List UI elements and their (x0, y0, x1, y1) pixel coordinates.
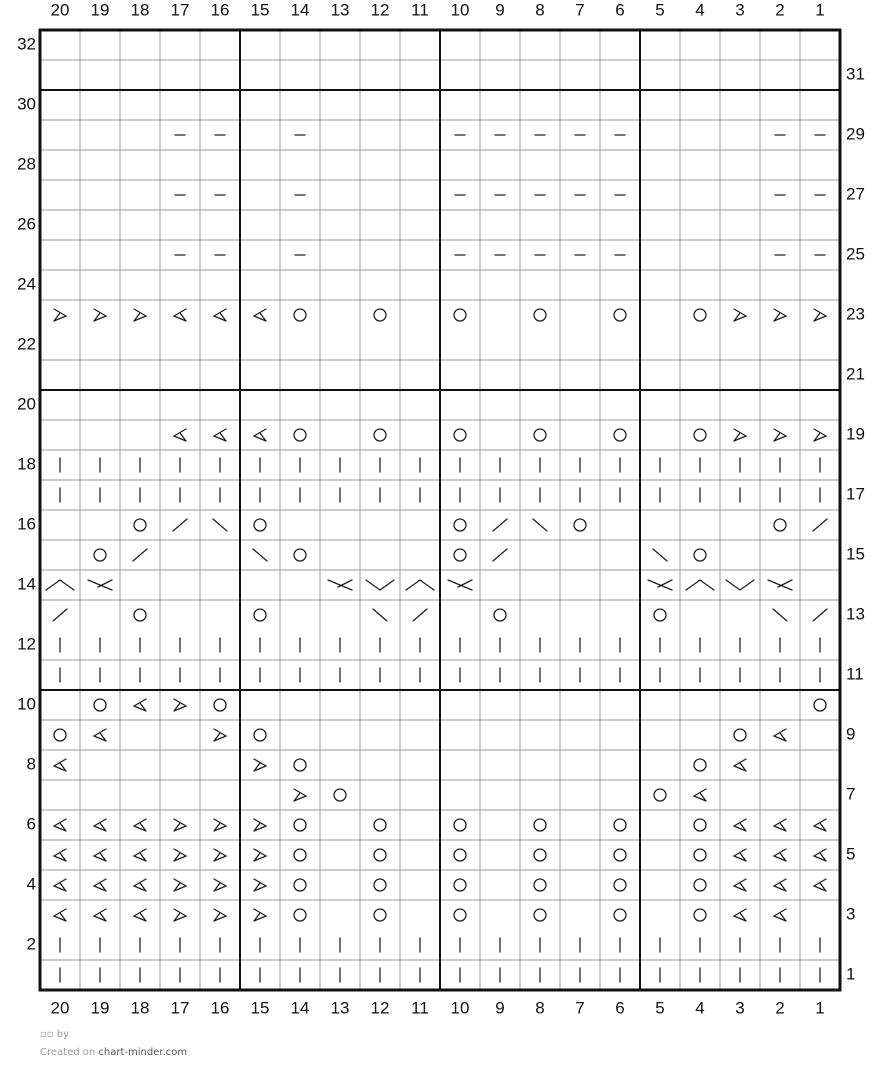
ssk-symbol (94, 309, 106, 321)
row-number-left: 8 (26, 754, 36, 774)
v-symbol (366, 580, 394, 590)
k2tog-symbol (94, 729, 106, 741)
k2tog-symbol (254, 429, 266, 441)
k2tog-symbol (134, 909, 146, 921)
slash-symbol (813, 609, 827, 621)
yarn-over-symbol (214, 699, 226, 711)
ssk-symbol (54, 309, 66, 321)
yarn-over-symbol (734, 729, 746, 741)
yarn-over-symbol (614, 849, 626, 861)
yarn-over-symbol (694, 549, 706, 561)
ssk-symbol (254, 819, 266, 831)
chart-gridlines (40, 30, 840, 990)
footer-author (40, 1029, 69, 1040)
yarn-over-symbol (614, 429, 626, 441)
yarn-over-symbol (294, 909, 306, 921)
ssk-symbol (734, 309, 746, 321)
yarn-over-symbol (454, 909, 466, 921)
row-number-left: 2 (26, 934, 36, 954)
column-number-bottom: 20 (50, 998, 70, 1018)
cross-left-symbol (328, 580, 352, 590)
yarn-over-symbol (694, 909, 706, 921)
row-number-right: 29 (846, 124, 865, 144)
k2tog-symbol (214, 309, 226, 321)
column-number-top: 3 (735, 0, 745, 20)
chart-symbols (46, 135, 827, 982)
column-number-bottom: 19 (90, 998, 110, 1018)
row-number-left: 24 (17, 274, 36, 294)
column-number-bottom: 12 (370, 998, 390, 1018)
yarn-over-symbol (534, 309, 546, 321)
v-symbol (726, 580, 754, 590)
k2tog-symbol (174, 429, 186, 441)
cross-left-symbol (648, 580, 672, 590)
column-number-bottom: 16 (210, 998, 230, 1018)
row-number-right: 9 (846, 724, 856, 744)
inverted-v-symbol (686, 580, 714, 590)
backslash-symbol (253, 549, 267, 561)
column-number-bottom: 5 (655, 998, 665, 1018)
k2tog-symbol (734, 879, 746, 891)
column-number-bottom: 11 (411, 998, 429, 1018)
k2tog-symbol (94, 879, 106, 891)
row-number-right: 15 (846, 544, 865, 564)
column-number-bottom: 1 (815, 998, 825, 1018)
row-number-left: 30 (17, 94, 36, 114)
row-number-right: 27 (846, 184, 865, 204)
ssk-symbol (214, 819, 226, 831)
slash-symbol (493, 549, 507, 561)
yarn-over-symbol (454, 309, 466, 321)
k2tog-symbol (214, 429, 226, 441)
column-number-top: 4 (695, 0, 705, 20)
column-number-top: 18 (130, 0, 150, 20)
column-number-bottom: 3 (735, 998, 745, 1018)
column-number-top: 2 (775, 0, 785, 20)
ssk-symbol (174, 699, 186, 711)
k2tog-symbol (694, 789, 706, 801)
yarn-over-symbol (694, 819, 706, 831)
k2tog-symbol (814, 849, 826, 861)
k2tog-symbol (54, 879, 66, 891)
footer-site-link[interactable]: chart-minder.com (98, 1047, 188, 1058)
k2tog-symbol (254, 309, 266, 321)
column-number-bottom: 14 (290, 998, 310, 1018)
k2tog-symbol (774, 819, 786, 831)
row-number-right: 5 (846, 844, 856, 864)
k2tog-symbol (774, 849, 786, 861)
column-number-top: 20 (50, 0, 70, 20)
cross-left-symbol (768, 580, 792, 590)
row-number-left: 28 (17, 154, 36, 174)
yarn-over-symbol (294, 309, 306, 321)
k2tog-symbol (54, 909, 66, 921)
yarn-over-symbol (534, 909, 546, 921)
slash-symbol (53, 609, 67, 621)
column-number-top: 14 (290, 0, 310, 20)
k2tog-symbol (734, 819, 746, 831)
yarn-over-symbol (574, 519, 586, 531)
column-number-top: 11 (411, 0, 429, 20)
backslash-symbol (653, 549, 667, 561)
column-number-top: 12 (370, 0, 390, 20)
k2tog-symbol (134, 879, 146, 891)
column-number-top: 16 (210, 0, 230, 20)
yarn-over-symbol (454, 819, 466, 831)
yarn-over-symbol (374, 879, 386, 891)
ssk-symbol (254, 879, 266, 891)
column-number-bottom: 7 (575, 998, 585, 1018)
backslash-symbol (373, 609, 387, 621)
k2tog-symbol (134, 819, 146, 831)
k2tog-symbol (734, 849, 746, 861)
yarn-over-symbol (54, 729, 66, 741)
ssk-symbol (774, 309, 786, 321)
slash-symbol (173, 519, 187, 531)
row-number-right: 7 (846, 784, 856, 804)
row-number-right: 25 (846, 244, 865, 264)
row-number-left: 14 (17, 574, 36, 594)
yarn-over-symbol (494, 609, 506, 621)
row-number-left: 32 (17, 34, 36, 54)
row-number-left: 6 (26, 814, 36, 834)
footer-created (40, 1047, 187, 1058)
ssk-symbol (254, 849, 266, 861)
column-number-top: 8 (535, 0, 545, 20)
k2tog-symbol (734, 759, 746, 771)
yarn-over-symbol (774, 519, 786, 531)
yarn-over-symbol (534, 819, 546, 831)
row-number-left: 12 (17, 634, 36, 654)
k2tog-symbol (734, 909, 746, 921)
inverted-v-symbol (46, 580, 74, 590)
yarn-over-symbol (294, 759, 306, 771)
ssk-symbol (174, 849, 186, 861)
k2tog-symbol (814, 879, 826, 891)
yarn-over-symbol (454, 879, 466, 891)
column-number-top: 6 (615, 0, 625, 20)
cross-left-symbol (448, 580, 472, 590)
yarn-over-symbol (134, 609, 146, 621)
slash-symbol (813, 519, 827, 531)
yarn-over-symbol (694, 759, 706, 771)
row-number-right: 31 (846, 64, 865, 84)
yarn-over-symbol (374, 429, 386, 441)
yarn-over-symbol (454, 519, 466, 531)
yarn-over-symbol (454, 849, 466, 861)
column-number-top: 17 (170, 0, 190, 20)
ssk-symbol (774, 429, 786, 441)
row-number-right: 1 (846, 964, 856, 984)
yarn-over-symbol (614, 309, 626, 321)
column-number-bottom: 2 (775, 998, 785, 1018)
slash-symbol (413, 609, 427, 621)
column-number-bottom: 4 (695, 998, 705, 1018)
yarn-over-symbol (294, 549, 306, 561)
column-number-top: 1 (815, 0, 825, 20)
ssk-symbol (734, 429, 746, 441)
yarn-over-symbol (334, 789, 346, 801)
column-number-bottom: 17 (170, 998, 190, 1018)
ssk-symbol (174, 879, 186, 891)
yarn-over-symbol (454, 549, 466, 561)
column-number-bottom: 8 (535, 998, 545, 1018)
yarn-over-symbol (294, 849, 306, 861)
yarn-over-symbol (374, 909, 386, 921)
k2tog-symbol (134, 699, 146, 711)
backslash-symbol (773, 609, 787, 621)
ssk-symbol (214, 729, 226, 741)
row-number-right: 3 (846, 904, 856, 924)
k2tog-symbol (174, 309, 186, 321)
row-number-right: 13 (846, 604, 865, 624)
ssk-symbol (214, 879, 226, 891)
cross-left-symbol (88, 580, 112, 590)
k2tog-symbol (134, 849, 146, 861)
slash-symbol (133, 549, 147, 561)
yarn-over-symbol (694, 309, 706, 321)
row-number-left: 16 (17, 514, 36, 534)
row-number-left: 20 (17, 394, 36, 414)
ssk-symbol (214, 909, 226, 921)
row-number-left: 26 (17, 214, 36, 234)
column-number-bottom: 9 (495, 998, 505, 1018)
footer-created-text: Created on (40, 1047, 96, 1058)
column-number-top: 10 (450, 0, 470, 20)
row-number-right: 17 (846, 484, 865, 504)
yarn-over-symbol (614, 879, 626, 891)
k2tog-symbol (54, 819, 66, 831)
column-number-bottom: 18 (130, 998, 150, 1018)
k2tog-symbol (774, 909, 786, 921)
column-number-bottom: 15 (250, 998, 270, 1018)
yarn-over-symbol (374, 819, 386, 831)
backslash-symbol (533, 519, 547, 531)
yarn-over-symbol (94, 549, 106, 561)
ssk-symbol (294, 789, 306, 801)
column-number-bottom: 13 (330, 998, 350, 1018)
k2tog-symbol (814, 819, 826, 831)
yarn-over-symbol (294, 879, 306, 891)
yarn-over-symbol (134, 519, 146, 531)
row-number-left: 22 (17, 334, 36, 354)
ssk-symbol (814, 429, 826, 441)
yarn-over-symbol (374, 849, 386, 861)
yarn-over-symbol (454, 429, 466, 441)
footer-by-text: ▫▫ by (40, 1029, 69, 1040)
column-number-top: 13 (330, 0, 350, 20)
yarn-over-symbol (654, 789, 666, 801)
row-number-left: 10 (17, 694, 36, 714)
yarn-over-symbol (614, 819, 626, 831)
column-number-top: 5 (655, 0, 665, 20)
yarn-over-symbol (534, 429, 546, 441)
column-number-bottom: 10 (450, 998, 470, 1018)
row-number-right: 23 (846, 304, 865, 324)
column-number-top: 15 (250, 0, 270, 20)
inverted-v-symbol (406, 580, 434, 590)
k2tog-symbol (774, 879, 786, 891)
ssk-symbol (134, 309, 146, 321)
column-number-top: 19 (90, 0, 110, 20)
yarn-over-symbol (534, 849, 546, 861)
ssk-symbol (174, 909, 186, 921)
row-number-right: 21 (846, 364, 865, 384)
yarn-over-symbol (294, 429, 306, 441)
column-number-bottom: 6 (615, 998, 625, 1018)
k2tog-symbol (54, 849, 66, 861)
yarn-over-symbol (254, 729, 266, 741)
column-number-top: 7 (575, 0, 585, 20)
yarn-over-symbol (694, 879, 706, 891)
yarn-over-symbol (254, 519, 266, 531)
slash-symbol (493, 519, 507, 531)
ssk-symbol (254, 909, 266, 921)
yarn-over-symbol (654, 609, 666, 621)
backslash-symbol (213, 519, 227, 531)
yarn-over-symbol (694, 849, 706, 861)
row-number-left: 18 (17, 454, 36, 474)
row-number-right: 11 (846, 664, 864, 684)
ssk-symbol (814, 309, 826, 321)
row-number-right: 19 (846, 424, 865, 444)
ssk-symbol (254, 759, 266, 771)
ssk-symbol (174, 819, 186, 831)
yarn-over-symbol (294, 819, 306, 831)
k2tog-symbol (774, 729, 786, 741)
yarn-over-symbol (94, 699, 106, 711)
k2tog-symbol (94, 909, 106, 921)
k2tog-symbol (94, 849, 106, 861)
ssk-symbol (214, 849, 226, 861)
k2tog-symbol (54, 759, 66, 771)
yarn-over-symbol (814, 699, 826, 711)
row-number-left: 4 (26, 874, 36, 894)
yarn-over-symbol (614, 909, 626, 921)
yarn-over-symbol (694, 429, 706, 441)
k2tog-symbol (94, 819, 106, 831)
yarn-over-symbol (254, 609, 266, 621)
yarn-over-symbol (534, 879, 546, 891)
yarn-over-symbol (374, 309, 386, 321)
column-number-top: 9 (495, 0, 505, 20)
